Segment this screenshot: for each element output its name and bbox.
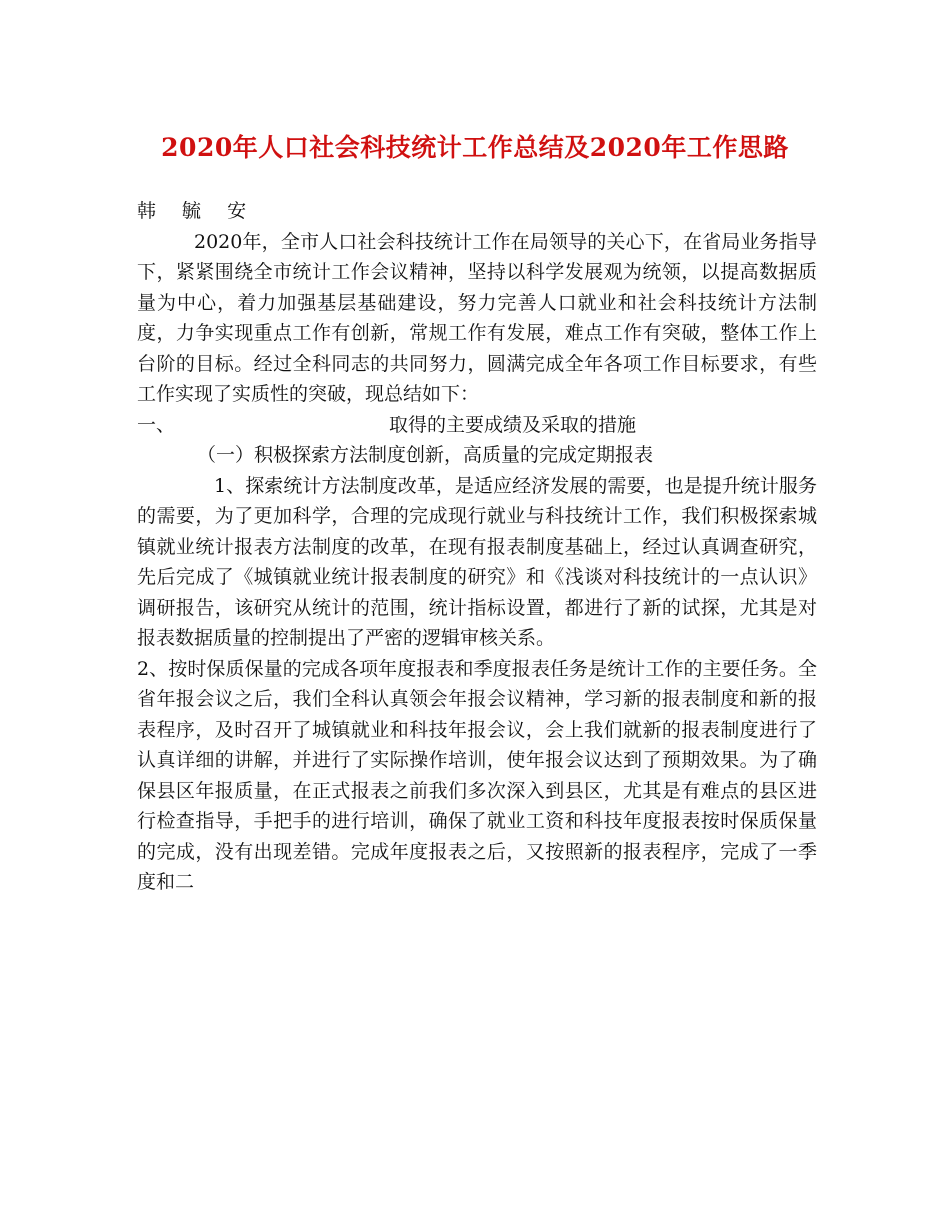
author-name: 韩 毓 安 [137, 200, 257, 222]
document-title: 2020年人口社会科技统计工作总结及2020年工作思路 [161, 133, 789, 162]
section-heading-text: 取得的主要成绩及采取的措施 [389, 413, 637, 436]
intro-paragraph: 2020年，全市人口社会科技统计工作在局领导的关心下，在省局业务指导下，紧紧围绕全市统计工作会议精神，坚持以科学发展观为统领，以提高数据质量为中心，着力加强基层基础建设，努力完善人口就业和社会科技统计方法制度，力争实现重点工作有创新，常规工作有发展，难点工作有突破，整体工作上台阶的目标。经过全科同志的共同努力，圆满完成全年各项工作目标要求，有些工作实现了实质性的突破，现总结如下： [137, 230, 817, 405]
section-number: 一、 [137, 413, 176, 436]
subsection-heading-1: （一）积极探索方法制度创新，高质量的完成定期报表 [197, 444, 654, 466]
section-heading-1 [137, 410, 817, 441]
item-paragraph-2: 2、按时保质保量的完成各项年度报表和季度报表任务是统计工作的主要任务。全省年报会议之后，我们全科认真领会年报会议精神，学习新的报表制度和新的报表程序，及时召开了城镇就业和科技年报会议，会上我们就新的报表制度进行了认真详细的讲解，并进行了实际操作培训，使年报会议达到了预期效果。为了确保县区年报质量，在正式报表之前我们多次深入到县区，尤其是有难点的县区进行检查指导，手把手的进行培训，确保了就业工资和科技年度报表按时保质保量的完成，没有出现差错。完成年度报表之后，又按照新的报表程序，完成了一季度和二 [137, 657, 817, 893]
item-paragraph-1: 1、探索统计方法制度改革，是适应经济发展的需要，也是提升统计服务的需要，为了更加科学，合理的完成现行就业与科技统计工作，我们积极探索城镇就业统计报表方法制度的改革，在现有报表制度基础上，经过认真调查研究，先后完成了《城镇就业统计报表制度的研究》和《浅谈对科技统计的一点认识》调研报告，该研究从统计的范围，统计指标设置，都进行了新的试探，尤其是对报表数据质量的控制提出了严密的逻辑审核关系。 [137, 474, 817, 649]
document-body [137, 196, 817, 898]
